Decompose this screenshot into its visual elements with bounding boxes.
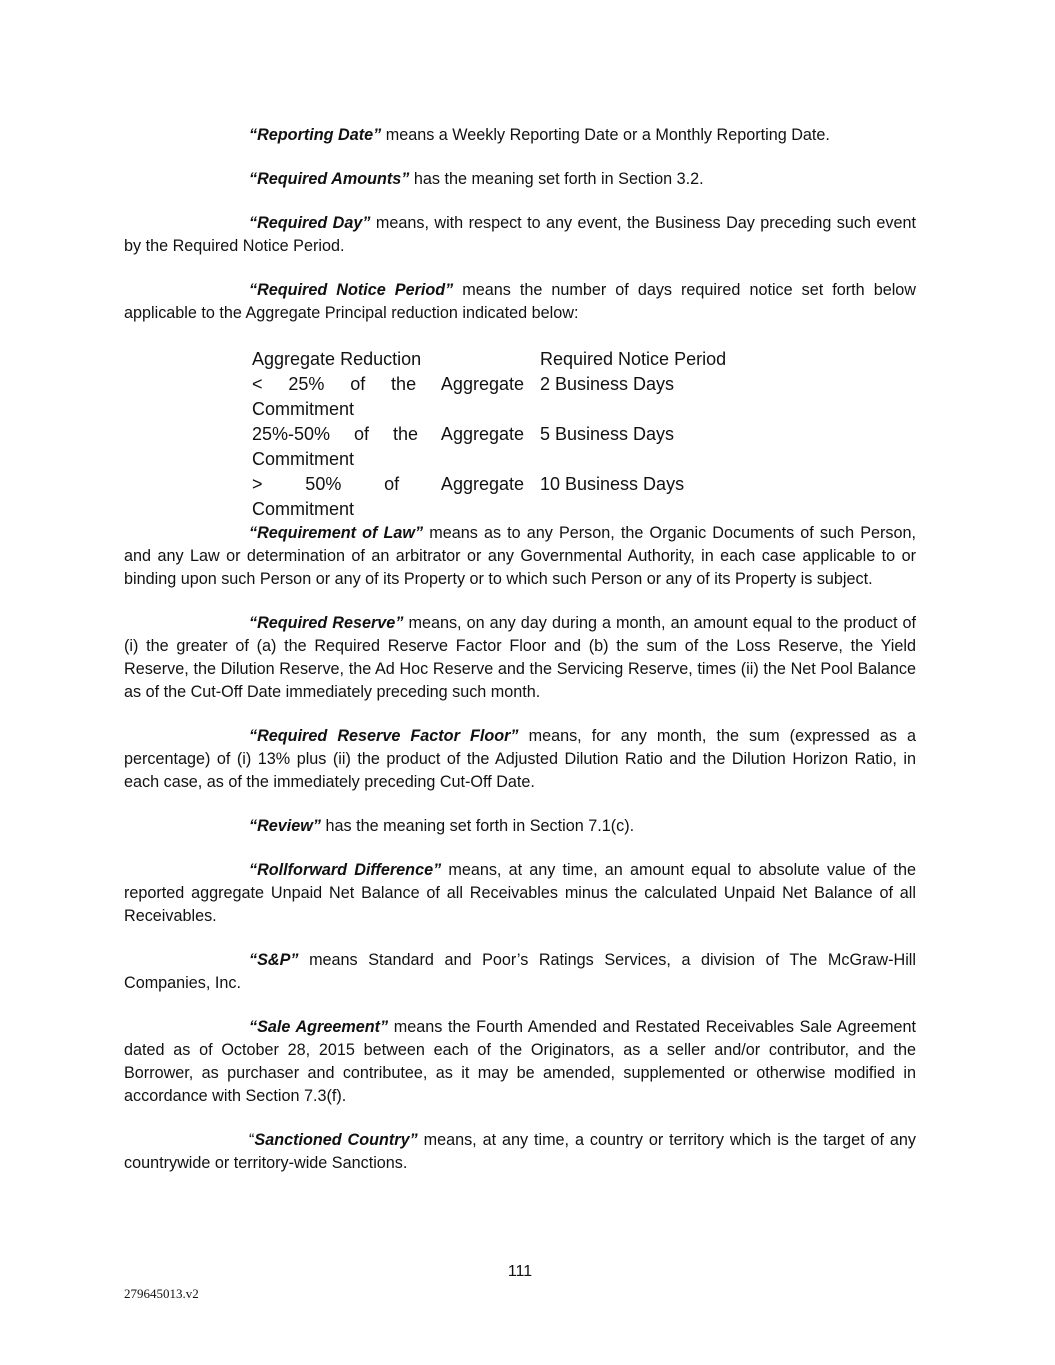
- definition-reporting-date: “Reporting Date” means a Weekly Reporting Date or a Monthly Reporting Date.: [249, 126, 830, 144]
- table-cell-period: 10 Business Days: [540, 474, 685, 494]
- table-header-aggregate-reduction: Aggregate Reduction: [252, 349, 422, 369]
- table-header-required-notice-period: Required Notice Period: [540, 349, 727, 369]
- document-id: 279645013.v2: [124, 1286, 199, 1301]
- table-cell-period: 2 Business Days: [540, 374, 675, 394]
- table-row: [252, 372, 800, 422]
- table-row: [252, 472, 800, 522]
- definition-s-and-p: “S&P” means Standard and Poor’s Ratings Services, a division of The McGraw-Hill Companies, Inc.: [124, 951, 916, 992]
- definition-required-notice-period: “Required Notice Period” means the number of days required notice set forth below applicable to the Aggregate Principal reduction indicated below:: [124, 281, 916, 322]
- table-cell-reduction: > 50% of Aggregate Commitment: [252, 474, 524, 519]
- table-cell-reduction: 25%-50% of the Aggregate Commitment: [252, 424, 524, 469]
- page-number: 111: [507, 1263, 533, 1280]
- notice-period-table: [252, 347, 800, 522]
- definition-rollforward-difference: “Rollforward Difference” means, at any time, an amount equal to absolute value of the reported aggregate Unpaid Net Balance of all Receivables minus the calculated Unpaid Net Balance of all Receivables.: [124, 861, 916, 925]
- table-cell-reduction: < 25% of the Aggregate Commitment: [252, 374, 524, 419]
- definition-required-day: “Required Day” means, with respect to any event, the Business Day preceding such event by the Required Notice Period.: [124, 214, 916, 255]
- definition-required-reserve-factor-floor: “Required Reserve Factor Floor” means, for any month, the sum (expressed as a percentage) of (i) 13% plus (ii) the product of the Adjusted Dilution Ratio and the Dilution Horizon Ratio, in each case, as of the immediately preceding Cut-Off Date.: [124, 727, 917, 791]
- document-page: [124, 124, 916, 1175]
- definition-sanctioned-country: “Sanctioned Country” means, at any time, a country or territory which is the target of any countrywide or territory-wide Sanctions.: [124, 1131, 916, 1172]
- definition-sale-agreement: “Sale Agreement” means the Fourth Amended and Restated Receivables Sale Agreement dated as of October 28, 2015 between each of the Originators, as a seller and/or contributor, and the Borrower, as purchaser and contributee, as it may be amended, supplemented or otherwise modified in accordance with Section 7.3(f).: [124, 1018, 916, 1105]
- table-row: [252, 422, 800, 472]
- definition-required-reserve: “Required Reserve” means, on any day during a month, an amount equal to the product of (i) the greater of (a) the Required Reserve Factor Floor and (b) the sum of the Loss Reserve, the Yield Reserve, the Dilution Reserve, the Ad Hoc Reserve and the Servicing Reserve, times (ii) the Net Pool Balance as of the Cut-Off Date immediately preceding such month.: [124, 614, 916, 701]
- table-cell-period: 5 Business Days: [540, 424, 675, 444]
- definition-requirement-of-law: “Requirement of Law” means as to any Person, the Organic Documents of such Person, and any Law or determination of an arbitrator or any Governmental Authority, in each case applicable to or binding upon such Person or any of its Property or to which such Person or any of its Property is subject.: [124, 524, 916, 588]
- definition-required-amounts: “Required Amounts” has the meaning set forth in Section 3.2.: [249, 170, 704, 188]
- definition-review: “Review” has the meaning set forth in Section 7.1(c).: [249, 817, 635, 835]
- table-header-row: [252, 347, 800, 372]
